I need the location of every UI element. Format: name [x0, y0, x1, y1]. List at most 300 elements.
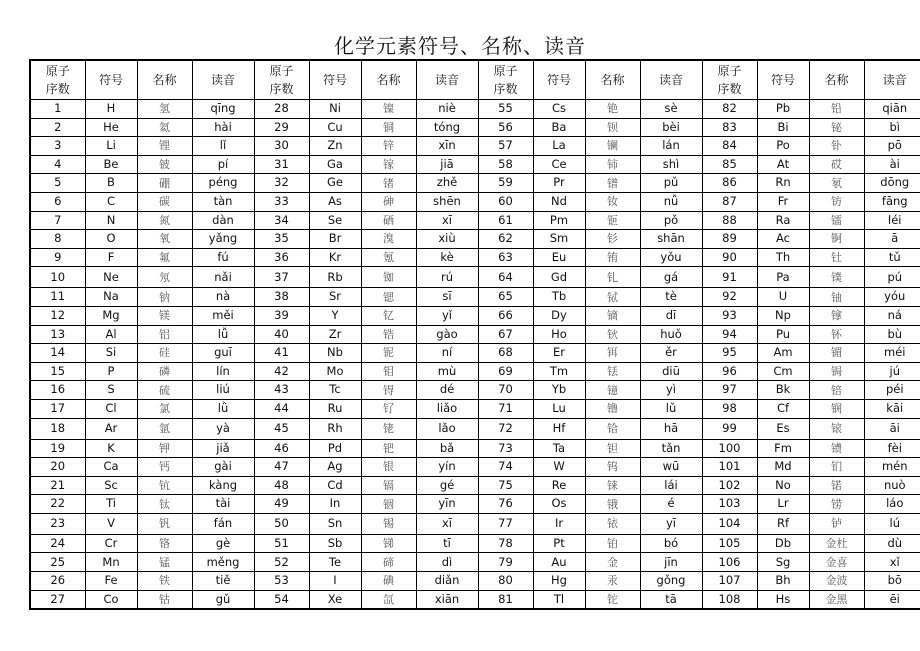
element-name: 铂: [585, 534, 640, 553]
element-name: 钌: [361, 399, 416, 418]
atomic-number: 3: [30, 137, 85, 156]
element-symbol: O: [85, 230, 137, 249]
element-name: 钪: [137, 476, 192, 495]
element-name: 钼: [361, 362, 416, 381]
table-row: [30, 230, 920, 249]
element-pinyin: yín: [416, 458, 478, 477]
element-symbol: Ti: [85, 495, 137, 514]
atomic-number: 53: [254, 572, 309, 591]
element-pinyin: ā: [864, 230, 920, 249]
element-pinyin: dé: [416, 381, 478, 400]
element-name: 镁: [137, 306, 192, 325]
element-symbol: Hf: [533, 418, 585, 439]
element-pinyin: pǔ: [640, 174, 702, 193]
element-symbol: Bk: [757, 381, 809, 400]
element-name: 钐: [585, 230, 640, 249]
element-pinyin: měi: [192, 306, 254, 325]
element-symbol: Po: [757, 137, 809, 156]
table-row: [30, 267, 920, 288]
atomic-number: 48: [254, 476, 309, 495]
element-name: 镱: [585, 381, 640, 400]
atomic-number: 96: [702, 362, 757, 381]
element-name: 锎: [809, 399, 864, 418]
element-name: 氢: [137, 100, 192, 119]
element-name: 氙: [361, 590, 416, 609]
atomic-number: 82: [702, 100, 757, 119]
element-symbol: Os: [533, 495, 585, 514]
element-symbol: Fm: [757, 439, 809, 458]
element-pinyin: ní: [416, 344, 478, 363]
element-symbol: La: [533, 137, 585, 156]
atomic-number: 98: [702, 399, 757, 418]
element-symbol: Na: [85, 288, 137, 307]
atomic-number: 56: [478, 118, 533, 137]
atomic-number: 49: [254, 495, 309, 514]
element-pinyin: sī: [416, 288, 478, 307]
table-row: [30, 439, 920, 458]
element-name: 钡: [585, 118, 640, 137]
element-symbol: Ac: [757, 230, 809, 249]
table-row: [30, 344, 920, 363]
atomic-number: 81: [478, 590, 533, 609]
atomic-number: 90: [702, 248, 757, 267]
element-symbol: In: [309, 495, 361, 514]
atomic-number: 104: [702, 513, 757, 534]
atomic-number: 42: [254, 362, 309, 381]
element-name: 钍: [809, 248, 864, 267]
atomic-number: 107: [702, 572, 757, 591]
element-name: 锗: [361, 174, 416, 193]
atomic-number: 1: [30, 100, 85, 119]
atomic-number: 38: [254, 288, 309, 307]
atomic-number: 102: [702, 476, 757, 495]
element-name: 铽: [585, 288, 640, 307]
element-name: 钫: [809, 192, 864, 211]
element-pinyin: shān: [640, 230, 702, 249]
element-name: 溴: [361, 230, 416, 249]
atomic-number: 97: [702, 381, 757, 400]
atomic-number: 59: [478, 174, 533, 193]
atomic-number: 27: [30, 590, 85, 609]
element-pinyin: nǎi: [192, 267, 254, 288]
atomic-number: 65: [478, 288, 533, 307]
element-symbol: Re: [533, 476, 585, 495]
element-pinyin: shēn: [416, 192, 478, 211]
atomic-number: 60: [478, 192, 533, 211]
element-symbol: H: [85, 100, 137, 119]
element-pinyin: diū: [640, 362, 702, 381]
atomic-number: 99: [702, 418, 757, 439]
element-pinyin: nǚ: [640, 192, 702, 211]
element-symbol: Te: [309, 553, 361, 572]
element-pinyin: xǐ: [864, 553, 920, 572]
element-pinyin: qīng: [192, 100, 254, 119]
atomic-number: 36: [254, 248, 309, 267]
atomic-number: 37: [254, 267, 309, 288]
element-symbol: Es: [757, 418, 809, 439]
element-symbol: Er: [533, 344, 585, 363]
element-name: 金波: [809, 572, 864, 591]
table-row: [30, 288, 920, 307]
element-symbol: Pu: [757, 325, 809, 344]
atomic-number: 44: [254, 399, 309, 418]
element-symbol: Zn: [309, 137, 361, 156]
element-symbol: Tl: [533, 590, 585, 609]
element-symbol: Yb: [533, 381, 585, 400]
atomic-number: 105: [702, 534, 757, 553]
atomic-number: 71: [478, 399, 533, 418]
element-pinyin: kàng: [192, 476, 254, 495]
element-symbol: Am: [757, 344, 809, 363]
table-row: [30, 590, 920, 609]
element-pinyin: hài: [192, 118, 254, 137]
atomic-number: 52: [254, 553, 309, 572]
element-pinyin: tiě: [192, 572, 254, 591]
element-symbol: Tm: [533, 362, 585, 381]
atomic-number: 75: [478, 476, 533, 495]
element-symbol: V: [85, 513, 137, 534]
element-name: 硫: [137, 381, 192, 400]
element-name: 金杜: [809, 534, 864, 553]
element-name: 钾: [137, 439, 192, 458]
atomic-number: 45: [254, 418, 309, 439]
element-pinyin: liǎo: [416, 399, 478, 418]
element-symbol: Lu: [533, 399, 585, 418]
element-symbol: Db: [757, 534, 809, 553]
element-symbol: At: [757, 155, 809, 174]
element-pinyin: jiǎ: [192, 439, 254, 458]
atomic-number: 76: [478, 495, 533, 514]
element-name: 钠: [137, 288, 192, 307]
element-symbol: As: [309, 192, 361, 211]
atomic-number: 4: [30, 155, 85, 174]
atomic-number: 39: [254, 306, 309, 325]
element-pinyin: bì: [864, 118, 920, 137]
element-pinyin: xīn: [416, 137, 478, 156]
element-name: 镎: [809, 306, 864, 325]
element-name: 钷: [585, 211, 640, 230]
atomic-number: 68: [478, 344, 533, 363]
table-row: [30, 100, 920, 119]
header-pinyin: 读音: [640, 60, 702, 100]
atomic-number: 18: [30, 418, 85, 439]
element-pinyin: tóng: [416, 118, 478, 137]
table-row: [30, 362, 920, 381]
atomic-number: 7: [30, 211, 85, 230]
element-name: 钋: [809, 137, 864, 156]
element-pinyin: huǒ: [640, 325, 702, 344]
element-name: 𬬻: [809, 513, 864, 534]
element-symbol: Ca: [85, 458, 137, 477]
atomic-number: 25: [30, 553, 85, 572]
atomic-number: 89: [702, 230, 757, 249]
element-name: 镄: [809, 439, 864, 458]
header-name: 名称: [809, 60, 864, 100]
element-name: 镅: [809, 344, 864, 363]
element-symbol: Ra: [757, 211, 809, 230]
element-symbol: P: [85, 362, 137, 381]
element-pinyin: pǒ: [640, 211, 702, 230]
element-symbol: Co: [85, 590, 137, 609]
element-name: 锰: [137, 553, 192, 572]
element-name: 铈: [585, 155, 640, 174]
element-symbol: Be: [85, 155, 137, 174]
atomic-number: 77: [478, 513, 533, 534]
header-pinyin: 读音: [416, 60, 478, 100]
element-symbol: Br: [309, 230, 361, 249]
atomic-number: 13: [30, 325, 85, 344]
element-name: 锫: [809, 381, 864, 400]
element-pinyin: tī: [416, 534, 478, 553]
element-symbol: Nb: [309, 344, 361, 363]
element-symbol: Pd: [309, 439, 361, 458]
header-symbol: 符号: [85, 60, 137, 100]
element-pinyin: sè: [640, 100, 702, 119]
element-pinyin: fú: [192, 248, 254, 267]
element-name: 钴: [137, 590, 192, 609]
table-row: [30, 553, 920, 572]
element-name: 铯: [585, 100, 640, 119]
atomic-number: 14: [30, 344, 85, 363]
table-row: [30, 534, 920, 553]
element-pinyin: bèi: [640, 118, 702, 137]
table-row: [30, 495, 920, 514]
element-symbol: U: [757, 288, 809, 307]
atomic-number: 83: [702, 118, 757, 137]
element-symbol: Md: [757, 458, 809, 477]
element-symbol: Ru: [309, 399, 361, 418]
element-name: 镝: [585, 306, 640, 325]
element-symbol: Kr: [309, 248, 361, 267]
element-pinyin: lái: [640, 476, 702, 495]
element-symbol: Sg: [757, 553, 809, 572]
element-symbol: Y: [309, 306, 361, 325]
element-pinyin: ná: [864, 306, 920, 325]
element-pinyin: āi: [864, 418, 920, 439]
header-name: 名称: [361, 60, 416, 100]
element-pinyin: yóu: [864, 288, 920, 307]
element-symbol: Sr: [309, 288, 361, 307]
element-name: 钛: [137, 495, 192, 514]
element-name: 钨: [585, 458, 640, 477]
atomic-number: 106: [702, 553, 757, 572]
element-pinyin: gài: [192, 458, 254, 477]
element-symbol: Cl: [85, 399, 137, 418]
element-symbol: Np: [757, 306, 809, 325]
atomic-number: 29: [254, 118, 309, 137]
element-symbol: Bh: [757, 572, 809, 591]
element-symbol: Bi: [757, 118, 809, 137]
element-name: 锂: [137, 137, 192, 156]
element-name: 镭: [809, 211, 864, 230]
element-symbol: Cd: [309, 476, 361, 495]
atomic-number: 91: [702, 267, 757, 288]
element-pinyin: dī: [640, 306, 702, 325]
element-pinyin: pí: [192, 155, 254, 174]
header-symbol: 符号: [309, 60, 361, 100]
element-pinyin: láo: [864, 495, 920, 514]
atomic-number: 26: [30, 572, 85, 591]
element-pinyin: tè: [640, 288, 702, 307]
table-row: [30, 137, 920, 156]
table-row: [30, 306, 920, 325]
element-name: 铒: [585, 344, 640, 363]
element-pinyin: dōng: [864, 174, 920, 193]
element-symbol: B: [85, 174, 137, 193]
atomic-number: 55: [478, 100, 533, 119]
element-symbol: Pm: [533, 211, 585, 230]
element-name: 氧: [137, 230, 192, 249]
element-pinyin: dù: [864, 534, 920, 553]
element-pinyin: měng: [192, 553, 254, 572]
element-name: 铼: [585, 476, 640, 495]
element-name: 锆: [361, 325, 416, 344]
atomic-number: 9: [30, 248, 85, 267]
element-pinyin: nuò: [864, 476, 920, 495]
element-name: 钬: [585, 325, 640, 344]
element-pinyin: mù: [416, 362, 478, 381]
element-pinyin: gé: [416, 476, 478, 495]
element-name: 钽: [585, 439, 640, 458]
element-pinyin: jiā: [416, 155, 478, 174]
element-name: 铪: [585, 418, 640, 439]
atomic-number: 19: [30, 439, 85, 458]
element-symbol: Zr: [309, 325, 361, 344]
atomic-number: 12: [30, 306, 85, 325]
element-name: 铝: [137, 325, 192, 344]
atomic-number: 108: [702, 590, 757, 609]
element-name: 钚: [809, 325, 864, 344]
element-pinyin: jú: [864, 362, 920, 381]
table-row: [30, 155, 920, 174]
element-pinyin: péi: [864, 381, 920, 400]
atomic-number: 17: [30, 399, 85, 418]
element-pinyin: ēi: [864, 590, 920, 609]
element-pinyin: fán: [192, 513, 254, 534]
element-symbol: Ba: [533, 118, 585, 137]
atomic-number: 87: [702, 192, 757, 211]
element-name: 钆: [585, 267, 640, 288]
atomic-number: 73: [478, 439, 533, 458]
table-row: [30, 381, 920, 400]
element-pinyin: bù: [864, 325, 920, 344]
element-pinyin: dì: [416, 553, 478, 572]
element-name: 氪: [361, 248, 416, 267]
element-name: 钇: [361, 306, 416, 325]
element-name: 铍: [137, 155, 192, 174]
element-pinyin: yǎng: [192, 230, 254, 249]
element-pinyin: lǐ: [192, 137, 254, 156]
atomic-number: 79: [478, 553, 533, 572]
atomic-number: 50: [254, 513, 309, 534]
element-name: 铁: [137, 572, 192, 591]
atomic-number: 62: [478, 230, 533, 249]
atomic-number: 30: [254, 137, 309, 156]
element-symbol: Cs: [533, 100, 585, 119]
header-name: 名称: [137, 60, 192, 100]
element-pinyin: é: [640, 495, 702, 514]
element-name: 铜: [361, 118, 416, 137]
atomic-number: 22: [30, 495, 85, 514]
element-pinyin: pō: [864, 137, 920, 156]
element-name: 铑: [361, 418, 416, 439]
atomic-number: 92: [702, 288, 757, 307]
element-pinyin: tǔ: [864, 248, 920, 267]
atomic-number: 5: [30, 174, 85, 193]
table-row: [30, 399, 920, 418]
element-pinyin: méi: [864, 344, 920, 363]
element-name: 锿: [809, 418, 864, 439]
element-symbol: Pr: [533, 174, 585, 193]
atomic-number: 24: [30, 534, 85, 553]
element-name: 镨: [585, 174, 640, 193]
table-row: [30, 174, 920, 193]
header-pinyin: 读音: [864, 60, 920, 100]
table-row: [30, 248, 920, 267]
atomic-number: 74: [478, 458, 533, 477]
table-row: [30, 118, 920, 137]
element-pinyin: gá: [640, 267, 702, 288]
element-name: 镓: [361, 155, 416, 174]
element-symbol: Ce: [533, 155, 585, 174]
atomic-number: 100: [702, 439, 757, 458]
element-symbol: Sm: [533, 230, 585, 249]
header-number: 原子 序数: [30, 60, 85, 100]
element-symbol: Dy: [533, 306, 585, 325]
element-name: 铊: [585, 590, 640, 609]
element-pinyin: kè: [416, 248, 478, 267]
element-pinyin: jīn: [640, 553, 702, 572]
header-symbol: 符号: [533, 60, 585, 100]
element-symbol: Li: [85, 137, 137, 156]
element-symbol: Mo: [309, 362, 361, 381]
element-name: 金喜: [809, 553, 864, 572]
element-symbol: K: [85, 439, 137, 458]
atomic-number: 84: [702, 137, 757, 156]
atomic-number: 6: [30, 192, 85, 211]
element-symbol: W: [533, 458, 585, 477]
element-pinyin: yǒu: [640, 248, 702, 267]
element-symbol: N: [85, 211, 137, 230]
element-pinyin: lǔ: [640, 399, 702, 418]
element-symbol: Pb: [757, 100, 809, 119]
element-symbol: Si: [85, 344, 137, 363]
element-name: 碲: [361, 553, 416, 572]
element-pinyin: rú: [416, 267, 478, 288]
element-pinyin: xiān: [416, 590, 478, 609]
element-name: 碳: [137, 192, 192, 211]
element-pinyin: tā: [640, 590, 702, 609]
element-pinyin: wū: [640, 458, 702, 477]
element-symbol: Ni: [309, 100, 361, 119]
element-name: 铟: [361, 495, 416, 514]
atomic-number: 8: [30, 230, 85, 249]
element-pinyin: xiù: [416, 230, 478, 249]
element-pinyin: léi: [864, 211, 920, 230]
element-symbol: Au: [533, 553, 585, 572]
element-symbol: Ga: [309, 155, 361, 174]
element-pinyin: yī: [640, 513, 702, 534]
element-pinyin: guī: [192, 344, 254, 363]
element-pinyin: bó: [640, 534, 702, 553]
table-row: [30, 211, 920, 230]
atomic-number: 31: [254, 155, 309, 174]
atomic-number: 28: [254, 100, 309, 119]
element-pinyin: lǚ: [192, 325, 254, 344]
header-name: 名称: [585, 60, 640, 100]
element-symbol: S: [85, 381, 137, 400]
element-name: 汞: [585, 572, 640, 591]
